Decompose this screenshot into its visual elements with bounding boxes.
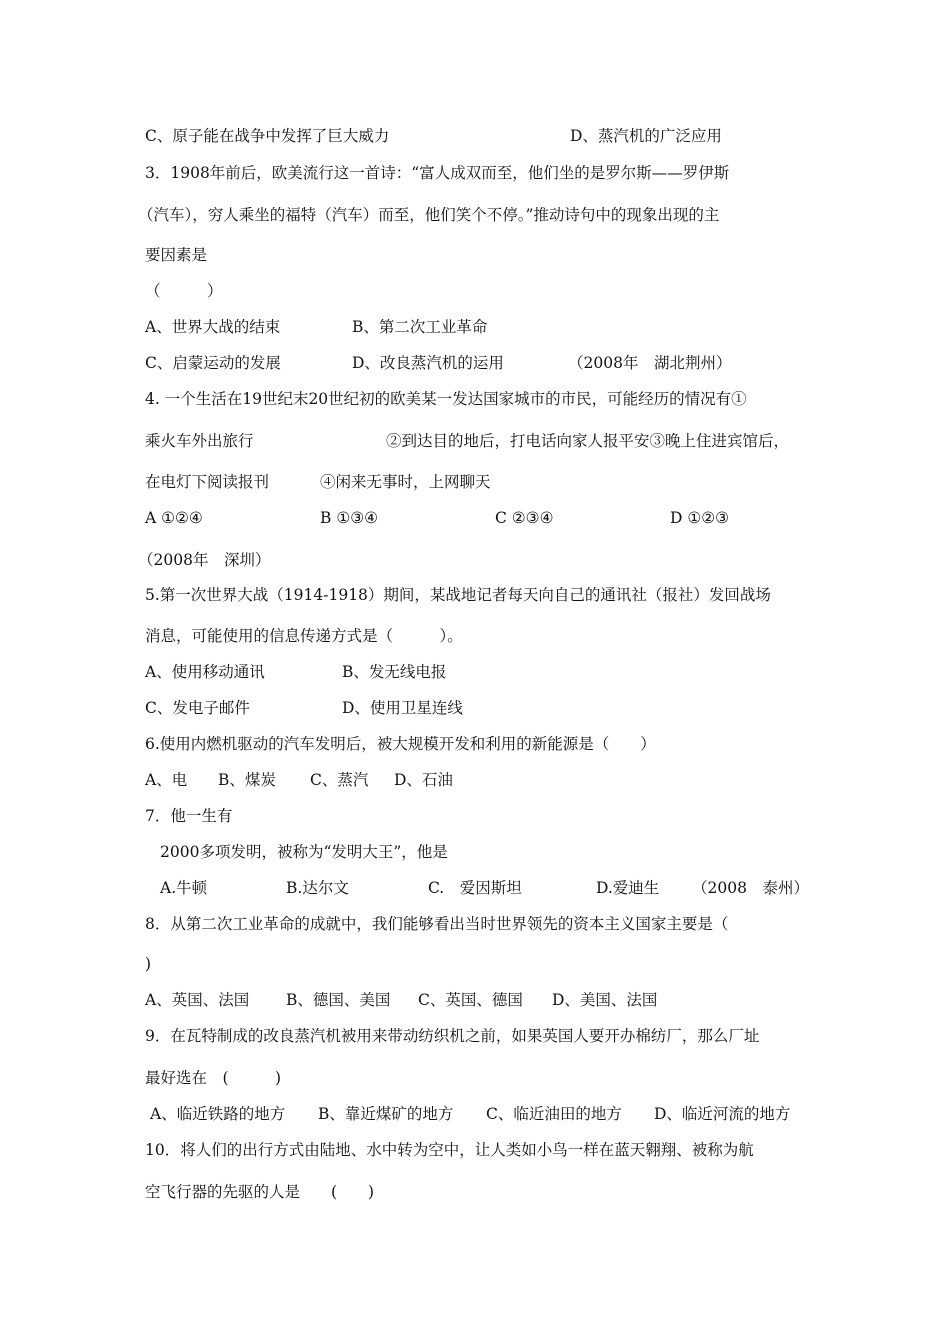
option-d-line: D、蒸汽机的广泛应用 xyxy=(570,127,722,145)
question-4-text: ④闲来无事时，上网聊天 xyxy=(320,473,491,491)
option-a: A、世界大战的结束 xyxy=(145,318,281,336)
option-c-line: C、原子能在战争中发挥了巨大威力 xyxy=(145,127,390,145)
question-3-text: （汽车），穷人乘坐的福特（汽车）而至，他们笑个不停。”推动诗句中的现象出现的主 xyxy=(138,206,720,224)
option-c: C、蒸汽 xyxy=(310,771,369,789)
question-5-text: 消息，可能使用的信息传递方式是（ ）。 xyxy=(145,627,463,645)
question-8-text: 8．从第二次工业革命的成就中，我们能够看出当时世界领先的资本主义国家主要是（ xyxy=(145,915,729,933)
option-d: D、使用卫星连线 xyxy=(342,699,463,717)
option-d: D.爱迪生 xyxy=(596,879,660,897)
option-c: C、英国、德国 xyxy=(418,991,523,1009)
option-c: C、发电子邮件 xyxy=(145,699,250,717)
question-4-text: ②到达目的地后，打电话向家人报平安③晚上住进宾馆后， xyxy=(386,432,790,450)
source-note: （2008年 湖北荆州） xyxy=(568,354,732,372)
source-note: （2008 泰州） xyxy=(692,879,809,897)
question-7-text: 7．他一生有 xyxy=(145,807,233,825)
question-4-text: 4. 一个生活在19世纪末20世纪初的欧美某一发达国家城市的市民，可能经历的情况有① xyxy=(145,390,747,408)
option-a: A ①②④ xyxy=(145,509,203,527)
option-d: D、改良蒸汽机的运用 xyxy=(352,354,504,372)
option-b: B ①③④ xyxy=(320,509,379,527)
option-b: B、发无线电报 xyxy=(342,663,447,681)
question-7-text: 2000多项发明，被称为“发明大王”，他是 xyxy=(160,843,448,861)
question-9-text: 最好选在 ( ) xyxy=(145,1069,282,1087)
option-b: B、靠近煤矿的地方 xyxy=(318,1105,454,1123)
option-d: D、石油 xyxy=(394,771,453,789)
option-b: B、德国、美国 xyxy=(286,991,391,1009)
question-9-text: 9．在瓦特制成的改良蒸汽机被用来带动纺织机之前，如果英国人要开办棉纺厂，那么厂址 xyxy=(145,1027,760,1045)
question-3-text: 3．1908年前后，欧美流行这一首诗：“富人成双而至，他们坐的是罗尔斯——罗伊斯 xyxy=(145,164,730,182)
question-4-text: 乘火车外出旅行 xyxy=(145,432,254,450)
option-a: A.牛顿 xyxy=(160,879,208,897)
option-a: A、英国、法国 xyxy=(145,991,250,1009)
option-c: C、临近油田的地方 xyxy=(486,1105,622,1123)
option-b: B、煤炭 xyxy=(218,771,276,789)
question-6-text: 6.使用内燃机驱动的汽车发明后，被大规模开发和利用的新能源是（ ） xyxy=(145,735,656,753)
question-3-text: 要因素是 xyxy=(145,246,208,264)
option-a: A、电 xyxy=(145,771,188,789)
option-d: D ①②③ xyxy=(670,509,730,527)
question-10-text: 空飞行器的先驱的人是 ( ) xyxy=(145,1183,375,1201)
question-10-text: 10．将人们的出行方式由陆地、水中转为空中，让人类如小鸟一样在蓝天翱翔、被称为航 xyxy=(145,1141,754,1159)
option-b: B.达尔文 xyxy=(286,879,349,897)
option-c: C、启蒙运动的发展 xyxy=(145,354,281,372)
question-8-text: ) xyxy=(145,955,152,973)
option-c: C. 爱因斯坦 xyxy=(428,879,522,897)
option-d: D、临近河流的地方 xyxy=(654,1105,791,1123)
source-note: （2008年 深圳） xyxy=(138,551,271,569)
option-a: A、使用移动通讯 xyxy=(145,663,265,681)
option-c: C ②③④ xyxy=(495,509,554,527)
option-a: A、临近铁路的地方 xyxy=(150,1105,286,1123)
answer-blank: （ ） xyxy=(145,282,223,300)
question-4-text: 在电灯下阅读报刊 xyxy=(145,473,270,491)
question-5-text: 5.第一次世界大战（1914-1918）期间，某战地记者每天向自己的通讯社（报社）发回战场 xyxy=(145,586,771,604)
option-d: D、美国、法国 xyxy=(552,991,658,1009)
option-b: B、第二次工业革命 xyxy=(352,318,488,336)
